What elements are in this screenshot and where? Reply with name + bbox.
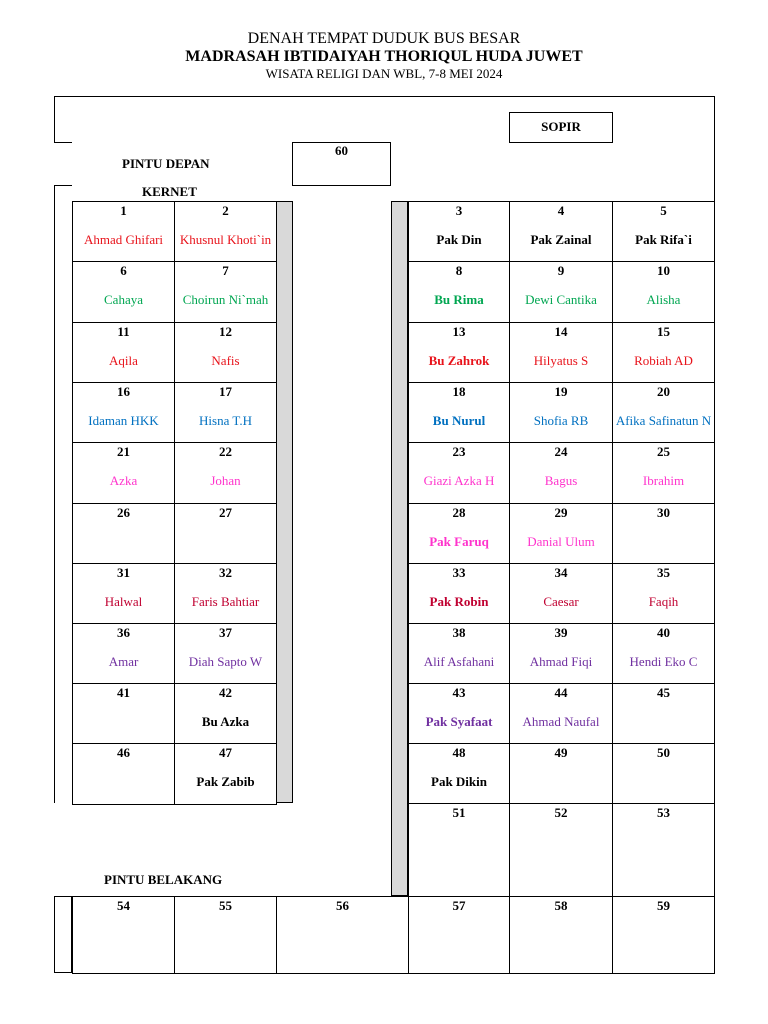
seat-4	[509, 201, 613, 263]
seat-number: 12	[219, 324, 232, 339]
seat-37	[174, 623, 277, 685]
passenger-name: Halwal	[104, 594, 143, 609]
seat-18	[408, 382, 510, 444]
passenger-name: Bu Azka	[201, 714, 250, 729]
seat-number: 17	[219, 384, 232, 399]
seat-33	[408, 563, 510, 625]
passenger-name: Diah Sapto W	[188, 654, 263, 669]
passenger-name: Hilyatus S	[533, 353, 589, 368]
seat-40	[612, 623, 715, 685]
seat-number: 36	[117, 625, 130, 640]
seat-number: 28	[452, 505, 466, 520]
passenger-name: Choirun Ni`mah	[182, 292, 269, 307]
seat-22	[174, 442, 277, 504]
rear-left-strip	[54, 896, 72, 973]
passenger-name: Idaman HKK	[88, 413, 159, 428]
bus-top-wall	[54, 96, 715, 97]
passenger-name: Ahmad Ghifari	[83, 232, 164, 247]
seat-16	[72, 382, 175, 444]
seat-47	[174, 743, 277, 805]
passenger-name: Ahmad Fiqi	[529, 654, 593, 669]
seat-number: 52	[554, 805, 568, 820]
seat-35	[612, 563, 715, 625]
seat-5	[612, 201, 715, 263]
seat-number: 49	[554, 745, 568, 760]
passenger-name: Alif Asfahani	[423, 654, 495, 669]
seat-number: 43	[452, 685, 466, 700]
passenger-name: Dewi Cantika	[525, 292, 597, 307]
passenger-name: Nafis	[211, 353, 240, 368]
passenger-name: Caesar	[543, 594, 579, 609]
seat-number: 47	[219, 745, 232, 760]
passenger-name: Bu Rima	[434, 292, 484, 307]
seat-number: 27	[219, 505, 232, 520]
seat-20	[612, 382, 715, 444]
seat-31	[72, 563, 175, 625]
seat-26	[72, 503, 175, 565]
aisle-left	[276, 201, 293, 803]
seat-6	[72, 261, 175, 323]
passenger-name: Hendi Eko C	[629, 654, 698, 669]
seat-58	[509, 896, 613, 974]
passenger-name: Cahaya	[104, 292, 143, 307]
front-door-label: PINTU DEPAN	[122, 156, 210, 171]
passenger-name: Azka	[109, 473, 138, 488]
passenger-name: Pak Robin	[429, 594, 489, 609]
seat-43	[408, 683, 510, 745]
seat-number: 10	[657, 263, 670, 278]
seat-41	[72, 683, 175, 745]
trip-subtitle: WISATA RELIGI DAN WBL, 7-8 MEI 2024	[265, 66, 503, 81]
passenger-name: Pak Syafaat	[425, 714, 493, 729]
seat-number: 55	[219, 898, 232, 913]
seat-number: 3	[455, 203, 463, 218]
seat-30	[612, 503, 715, 565]
passenger-name: Shofia RB	[533, 413, 589, 428]
seat-number: 16	[117, 384, 130, 399]
seat-number: 33	[452, 565, 466, 580]
bus-left-wall-mid	[54, 185, 55, 803]
seat-11	[72, 322, 175, 384]
seat-14	[509, 322, 613, 384]
seat-number: 45	[657, 685, 670, 700]
seat-number: 11	[117, 324, 130, 339]
seat-number: 26	[117, 505, 130, 520]
seat-number: 58	[554, 898, 568, 913]
seat-number: 40	[657, 625, 670, 640]
school-name: MADRASAH IBTIDAIYAH THORIQUL HUDA JUWET	[185, 48, 583, 65]
passenger-name: Pak Zabib	[196, 774, 255, 789]
seat-9	[509, 261, 613, 323]
seat-25	[612, 442, 715, 504]
seat-13	[408, 322, 510, 384]
seat-number: 2	[222, 203, 229, 218]
seat-44	[509, 683, 613, 745]
conductor-label: KERNET	[142, 184, 197, 199]
seat-7	[174, 261, 277, 323]
seat-number: 50	[657, 745, 670, 760]
seat-60-number: 60	[335, 143, 348, 158]
seat-51	[408, 803, 510, 897]
seat-48	[408, 743, 510, 805]
seat-38	[408, 623, 510, 685]
seat-number: 39	[554, 625, 568, 640]
passenger-name: Pak Din	[436, 232, 482, 247]
seat-28	[408, 503, 510, 565]
seat-8	[408, 261, 510, 323]
bus-right-wall	[714, 96, 715, 202]
passenger-name: Alisha	[646, 292, 681, 307]
seat-10	[612, 261, 715, 323]
seat-23	[408, 442, 510, 504]
seat-29	[509, 503, 613, 565]
passenger-name: Danial Ulum	[527, 534, 595, 549]
passenger-name: Aqila	[109, 353, 138, 368]
seat-number: 42	[219, 685, 232, 700]
seat-15	[612, 322, 715, 384]
seat-49	[509, 743, 613, 805]
seat-number: 13	[452, 324, 466, 339]
seat-55	[174, 896, 277, 974]
seat-2	[174, 201, 277, 263]
passenger-name: Bagus	[544, 473, 578, 488]
seat-1	[72, 201, 175, 263]
seat-number: 44	[554, 685, 568, 700]
seat-36	[72, 623, 175, 685]
rear-door-label: PINTU BELAKANG	[104, 872, 223, 887]
seat-number: 35	[657, 565, 670, 580]
seat-34	[509, 563, 613, 625]
seat-number: 23	[452, 444, 466, 459]
seat-number: 1	[120, 203, 127, 218]
front-door-bottom-edge	[54, 185, 72, 186]
seat-number: 20	[657, 384, 670, 399]
passenger-name: Pak Dikin	[431, 774, 487, 789]
passenger-name: Pak Zainal	[530, 232, 592, 247]
seat-number: 4	[557, 203, 565, 218]
passenger-name: Ahmad Naufal	[522, 714, 600, 729]
seat-45	[612, 683, 715, 745]
front-door-top-edge	[54, 142, 72, 143]
seat-number: 41	[117, 685, 130, 700]
seat-number: 24	[554, 444, 568, 459]
seat-number: 30	[657, 505, 670, 520]
seat-number: 5	[660, 203, 667, 218]
aisle-right	[391, 201, 408, 896]
seat-54	[72, 896, 175, 974]
seat-number: 48	[452, 745, 466, 760]
seat-32	[174, 563, 277, 625]
seat-number: 29	[554, 505, 568, 520]
seat-number: 38	[452, 625, 466, 640]
seat-number: 34	[554, 565, 568, 580]
passenger-name: Giazi Azka H	[423, 473, 495, 488]
passenger-name: Hisna T.H	[199, 413, 252, 428]
passenger-name: Pak Faruq	[429, 534, 489, 549]
seat-number: 15	[657, 324, 670, 339]
passenger-name: Faqih	[648, 594, 679, 609]
passenger-name: Robiah AD	[634, 353, 693, 368]
seat-number: 6	[120, 263, 127, 278]
seat-17	[174, 382, 277, 444]
seat-number: 59	[657, 898, 670, 913]
seat-number: 25	[657, 444, 670, 459]
seat-52	[509, 803, 613, 897]
seat-number: 21	[117, 444, 130, 459]
passenger-name: Bu Nurul	[432, 413, 486, 428]
seat-number: 8	[455, 263, 463, 278]
passenger-name: Johan	[210, 473, 241, 488]
seat-24	[509, 442, 613, 504]
seat-number: 32	[219, 565, 232, 580]
seat-12	[174, 322, 277, 384]
seat-50	[612, 743, 715, 805]
seat-number: 56	[336, 898, 349, 913]
seat-number: 53	[657, 805, 670, 820]
seat-3	[408, 201, 510, 263]
passenger-name: Amar	[108, 654, 139, 669]
seat-number: 9	[557, 263, 565, 278]
seat-number: 22	[219, 444, 232, 459]
seat-number: 14	[554, 324, 568, 339]
passenger-name: Bu Zahrok	[428, 353, 490, 368]
seat-number: 31	[117, 565, 130, 580]
seat-42	[174, 683, 277, 745]
seat-57	[408, 896, 510, 974]
driver-label: SOPIR	[541, 119, 581, 134]
seat-number: 18	[452, 384, 466, 399]
seat-46	[72, 743, 175, 805]
seat-39	[509, 623, 613, 685]
seat-27	[174, 503, 277, 565]
seat-53	[612, 803, 715, 897]
seat-number: 46	[117, 745, 130, 760]
passenger-name: Ibrahim	[642, 473, 685, 488]
bus-left-wall-front	[54, 96, 55, 142]
passenger-name: Khusnul Khoti`in	[179, 232, 272, 247]
passenger-name: Faris Bahtiar	[191, 594, 260, 609]
seat-number: 37	[219, 625, 232, 640]
passenger-name: Afika Safinatun N	[615, 413, 712, 428]
seat-56	[276, 896, 409, 974]
seat-59	[612, 896, 715, 974]
seat-number: 54	[117, 898, 130, 913]
seat-19	[509, 382, 613, 444]
passenger-name: Pak Rifa`i	[635, 232, 692, 247]
seat-number: 57	[452, 898, 466, 913]
document-title: DENAH TEMPAT DUDUK BUS BESAR	[247, 30, 521, 47]
seat-number: 19	[554, 384, 568, 399]
seat-number: 7	[222, 263, 229, 278]
seat-21	[72, 442, 175, 504]
seat-number: 51	[452, 805, 466, 820]
